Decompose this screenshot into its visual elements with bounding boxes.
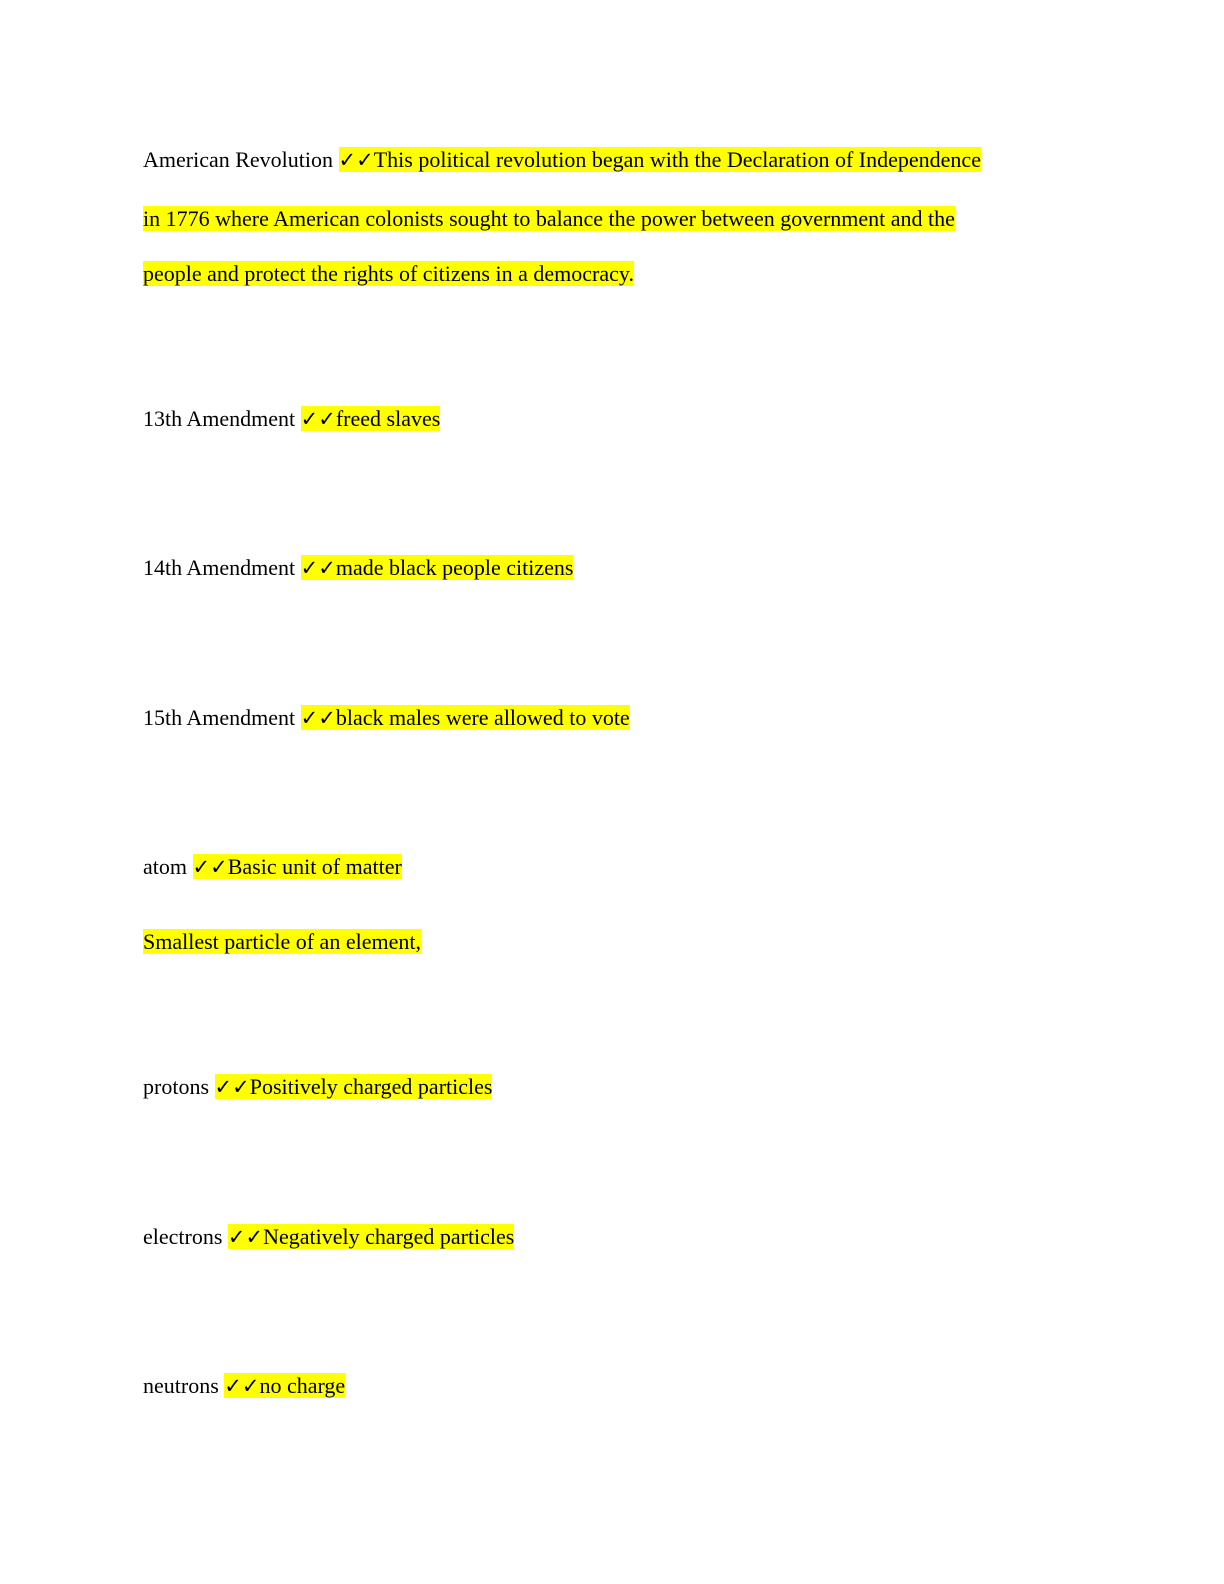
definition-text: black males were allowed to vote (335, 705, 630, 730)
definition-text: people and protect the rights of citizens in a democracy. (143, 261, 634, 286)
entry-atom (143, 850, 402, 884)
definition-highlight (228, 1224, 514, 1249)
definition-continuation (143, 925, 421, 959)
entry-american-revolution (143, 143, 981, 177)
double-check-icon: ✓✓ (224, 1374, 260, 1398)
term: 14th Amendment (143, 555, 296, 580)
definition-highlight (224, 1373, 345, 1398)
entry-neutrons (143, 1369, 345, 1403)
double-check-icon: ✓✓ (300, 706, 336, 730)
definition-text: freed slaves (335, 406, 441, 431)
entry-protons (143, 1070, 492, 1104)
definition-text: This political revolution began with the Declaration of Independence (373, 147, 981, 172)
definition-text: Smallest particle of an element, (143, 929, 421, 954)
definition-highlight (301, 555, 574, 580)
definition-text: Positively charged particles (249, 1074, 493, 1099)
definition-highlight (301, 705, 630, 730)
term: 15th Amendment (143, 705, 296, 730)
definition-highlight (301, 406, 441, 431)
definition-highlight (193, 854, 402, 879)
double-check-icon: ✓✓ (338, 148, 374, 172)
definition-continuation (143, 202, 955, 236)
definition-text: made black people citizens (335, 555, 574, 580)
term: American Revolution (143, 147, 334, 172)
term: electrons (143, 1224, 223, 1249)
term: protons (143, 1074, 209, 1099)
definition-text: Basic unit of matter (227, 854, 402, 879)
term: 13th Amendment (143, 406, 296, 431)
definition-highlight (339, 147, 981, 172)
entry-14th-amendment (143, 551, 573, 585)
double-check-icon: ✓✓ (227, 1225, 264, 1249)
definition-continuation (143, 257, 634, 291)
definition-text: in 1776 where American colonists sought to balance the power between government and the (143, 206, 955, 231)
definition-text: no charge (259, 1373, 346, 1398)
definition-highlight (215, 1074, 493, 1099)
double-check-icon: ✓✓ (300, 556, 336, 580)
term: neutrons (143, 1373, 219, 1398)
double-check-icon: ✓✓ (214, 1075, 250, 1099)
term: atom (143, 854, 187, 879)
entry-15th-amendment (143, 701, 630, 735)
double-check-icon: ✓✓ (192, 855, 228, 879)
entry-13th-amendment (143, 402, 440, 436)
entry-electrons (143, 1220, 514, 1254)
double-check-icon: ✓✓ (300, 407, 336, 431)
definition-text: Negatively charged particles (263, 1224, 515, 1249)
